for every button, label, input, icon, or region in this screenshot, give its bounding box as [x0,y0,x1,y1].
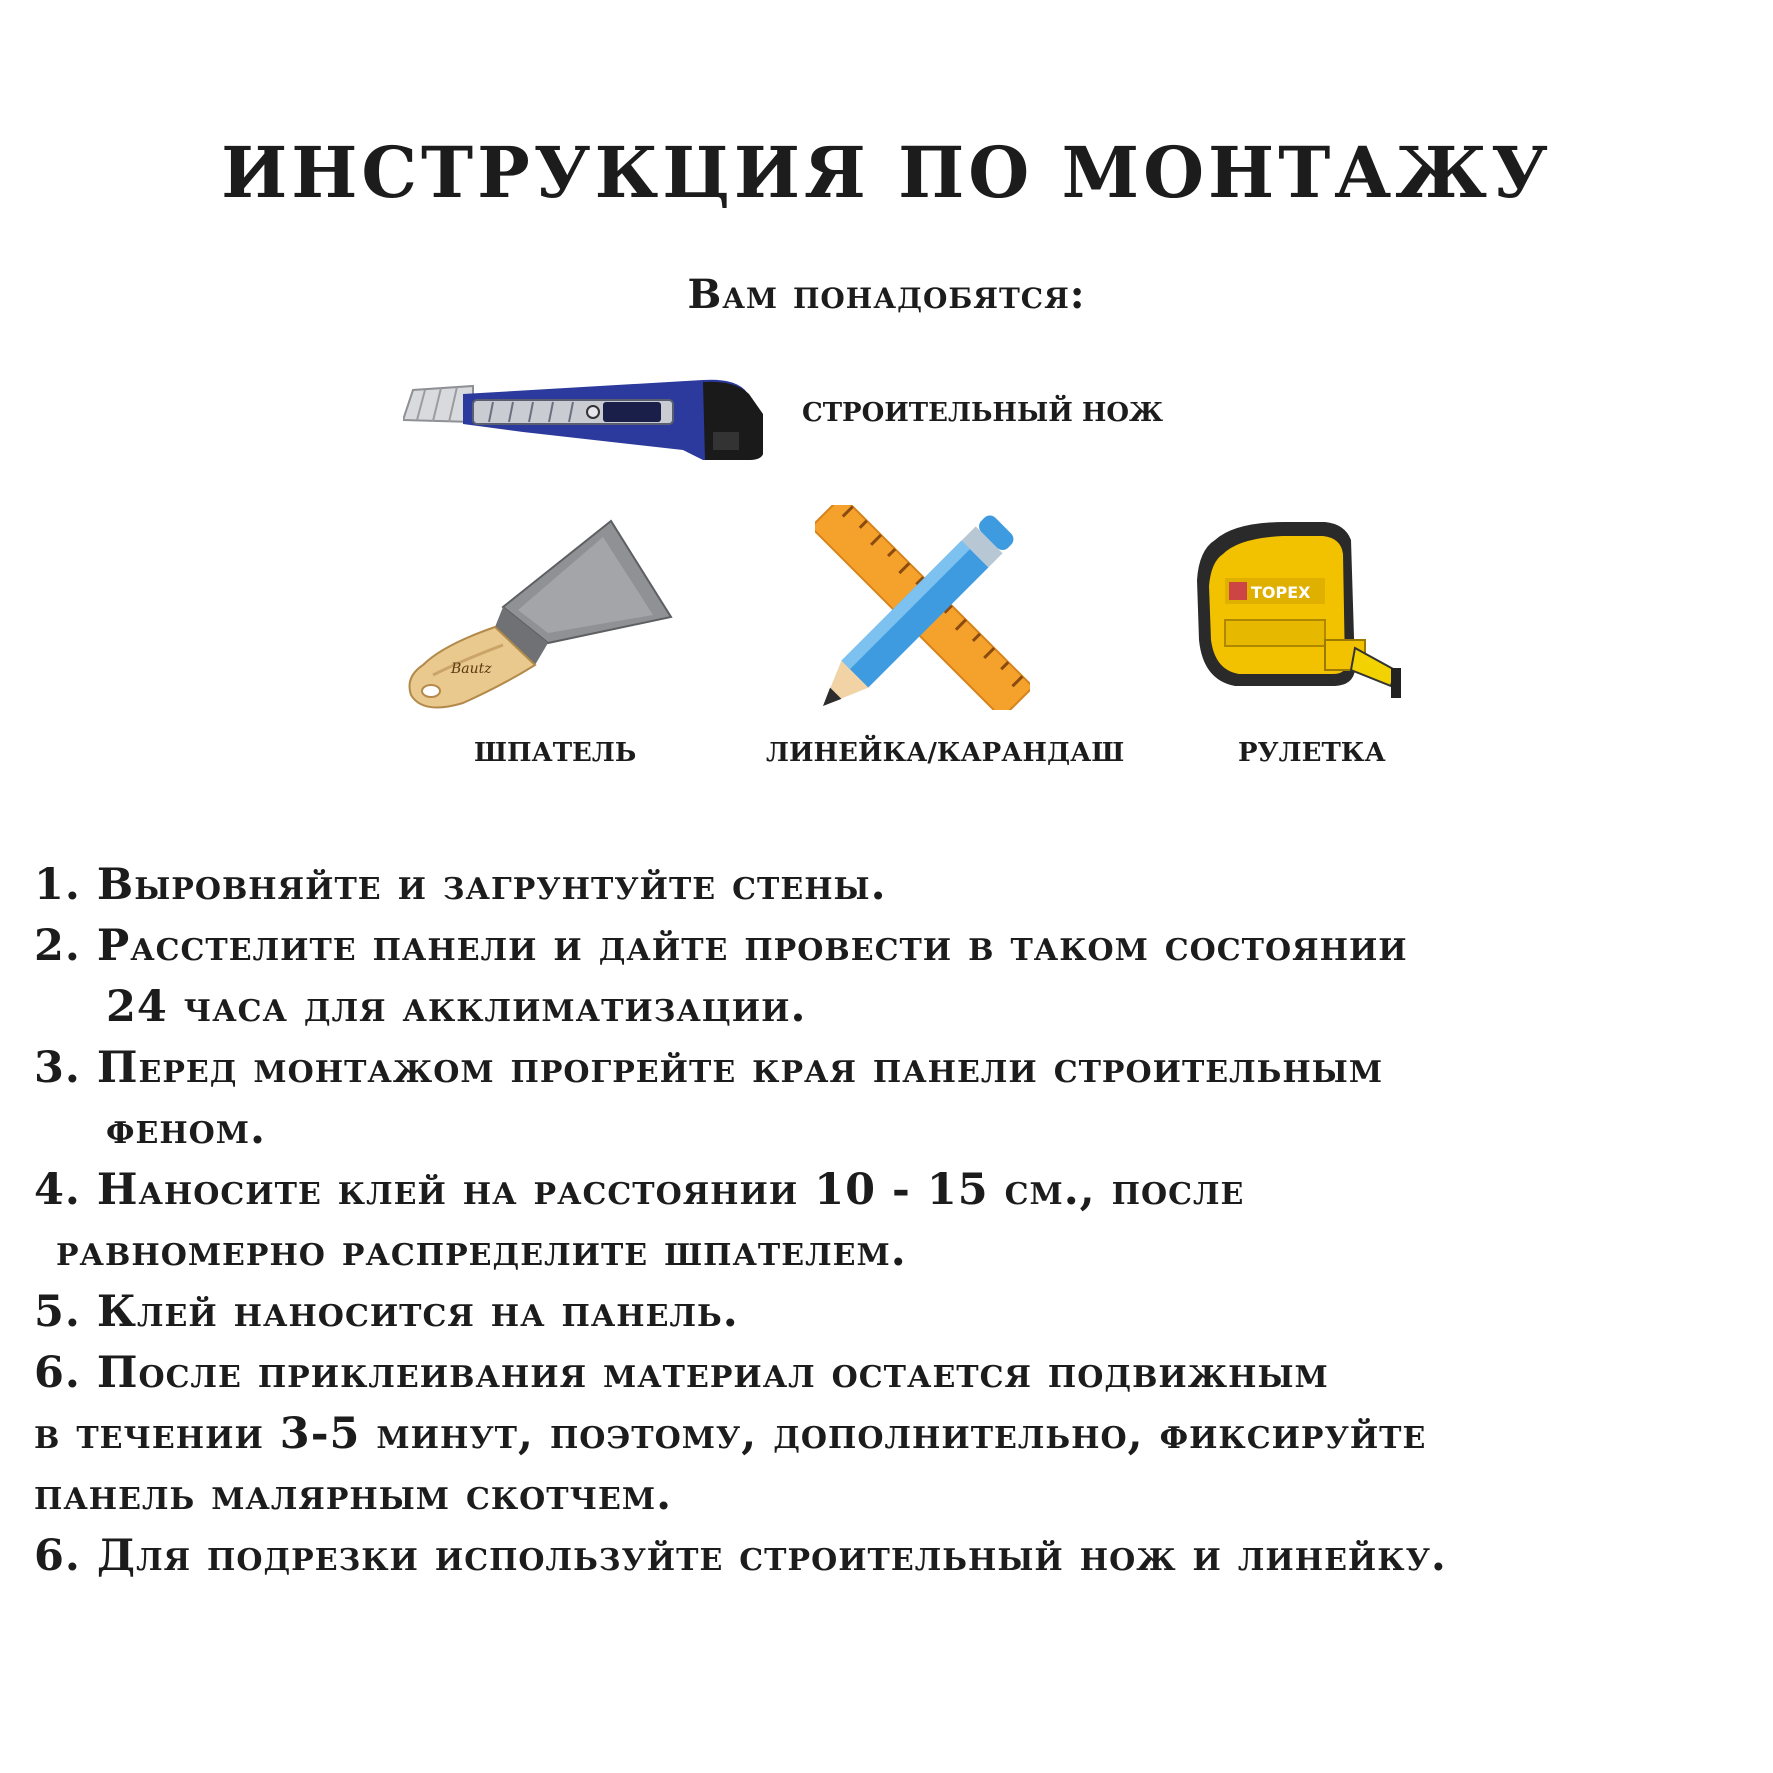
tools-subtitle: Вам понадобятся: [687,271,1086,318]
step-line: 3. Перед монтажом прогрейте края панели строительным [34,1043,1384,1093]
tape-label: РУЛЕТКА [1238,738,1386,768]
page-title: ИНСТРУКЦИЯ ПО МОНТАЖУ [221,131,1552,214]
step-2 [34,916,1754,1038]
step-6a [34,1343,1754,1526]
tape-measure-icon [1195,520,1410,720]
step-4 [34,1160,1754,1282]
step-line: 5. Клей наносится на панель. [34,1287,739,1337]
putty-knife-icon [403,515,673,715]
step-6b [34,1526,1754,1587]
step-3 [34,1038,1754,1160]
step-line: 6. Для подрезки используйте строительный нож и линейку. [34,1531,1447,1581]
step-line: 2. Расстелите панели и дайте провести в таком состоянии [34,921,1408,971]
svg-text:Bautz: Bautz [451,661,492,677]
step-1 [34,855,1754,916]
svg-text:TOPEX: TOPEX [1251,583,1311,602]
step-line: 6. После приклеивания материал остается подвижным [34,1348,1329,1398]
step-line: 4. Наносите клей на расстоянии 10 - 15 см., после [34,1165,1245,1215]
step-line: феном. [106,1104,266,1154]
step-line: 24 часа для акклиматизации. [106,982,807,1032]
instruction-steps [34,855,1754,1587]
step-line: в течении 3-5 минут, поэтому, дополнительно, фиксируйте [34,1409,1427,1459]
step-line: 1. Выровняйте и загрунтуйте стены. [34,860,887,910]
utility-knife-icon [403,372,765,462]
step-line: равномерно распределите шпателем. [56,1226,907,1276]
spatula-label: ШПАТЕЛЬ [474,738,637,768]
knife-label: СТРОИТЕЛЬНЫЙ НОЖ [802,398,1164,428]
ruler-pencil-icon [815,505,1030,710]
ruler-pencil-label: ЛИНЕЙКА/КАРАНДАШ [766,738,1125,768]
step-line: панель малярным скотчем. [34,1470,673,1520]
step-5 [34,1282,1754,1343]
